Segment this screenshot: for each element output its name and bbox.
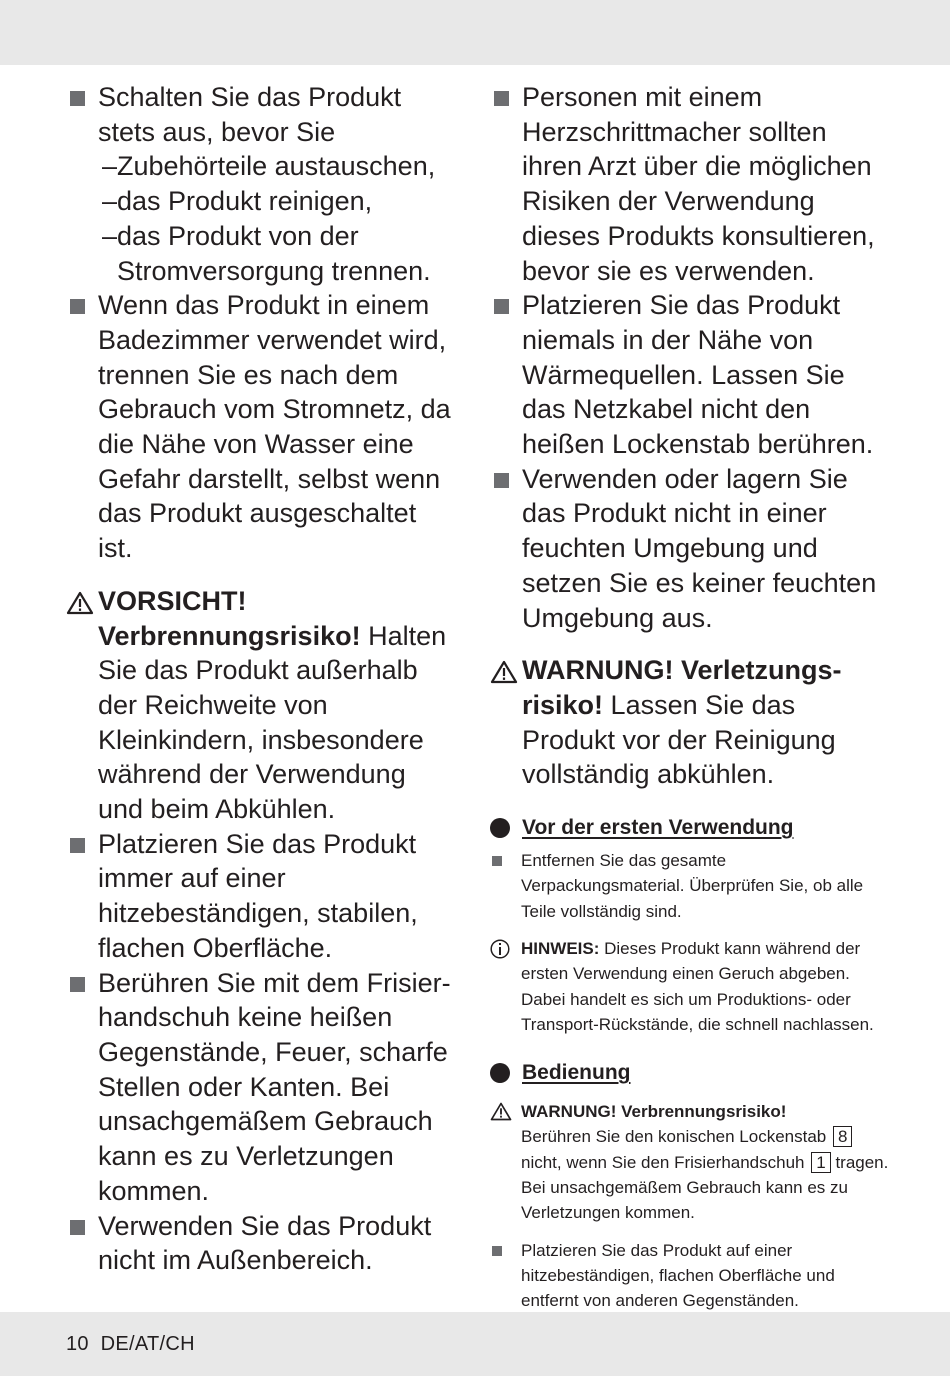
list-item	[66, 288, 458, 566]
item-text: Verwenden Sie das Produkt nicht im Außenbereich.	[98, 1210, 432, 1276]
section-heading: Bedienung	[490, 1059, 890, 1087]
right-column	[490, 80, 890, 1314]
square-bullet-icon	[70, 299, 85, 314]
warning-text: Berühren Sie den konischen Lockenstab	[521, 1127, 827, 1147]
warning-triangle-icon	[66, 591, 94, 615]
item-text: Personen mit einem Herzschrittmacher sollten ihren Arzt über die möglichen Risiken der Verwendung dieses Produkts konsultieren, bevor sie es verwenden.	[522, 82, 875, 286]
locale-label: DE/AT/CH	[100, 1333, 195, 1355]
list-item	[490, 80, 890, 288]
note-block	[490, 936, 890, 1037]
item-text: Wenn das Produkt in einem Badezimmer verwendet wird, trennen Sie es nach dem Gebrauch vom Stromnetz, da die Nähe von Wasser eine Gefahr darstellt, selbst wenn das Produkt ausgeschaltet ist.	[98, 290, 451, 564]
caution-title: VORSICHT! Verbrennungsrisiko!	[98, 585, 361, 651]
warning-block	[490, 1099, 890, 1225]
page-footer	[66, 1331, 195, 1357]
sub-item-continued: Stromversorgung trennen.	[117, 255, 431, 286]
item-text: Platzieren Sie das Produkt immer auf einer hitzebeständigen, stabilen, flachen Oberfläche.	[98, 828, 418, 963]
item-text: Entfernen Sie das gesamte Verpackungsmaterial. Überprüfen Sie, ob alle Teile vollständig sind.	[521, 851, 864, 921]
info-icon	[490, 939, 510, 959]
warning-title: WARNUNG! Verbrennungsrisiko!	[521, 1102, 787, 1122]
item-text: Platzieren Sie das Produkt niemals in der Nähe von Wärmequellen. Lassen Sie das Netzkabel nicht den heißen Lockenstab berühren.	[522, 290, 874, 460]
warning-triangle-icon	[490, 1102, 512, 1121]
square-bullet-icon	[70, 838, 85, 853]
list-item	[490, 848, 890, 924]
caution-text: Halten Sie das Produkt außerhalb der Reichweite von Kleinkindern, insbesondere während der Verwendung und beim Abkühlen.	[98, 620, 447, 825]
square-bullet-icon	[494, 473, 509, 488]
square-bullet-icon	[494, 299, 509, 314]
warning-text: nicht, wenn Sie den Frisierhandschuh	[521, 1152, 805, 1172]
list-item	[490, 288, 890, 462]
part-number-badge: 8	[833, 1126, 852, 1147]
note-text: Dieses Produkt kann während der ersten Verwendung einen Geruch abgeben. Dabei handelt es sich um Produktions- oder Transport-Rückstände, die schnell nachlassen.	[521, 938, 874, 1034]
page-number: 10	[66, 1333, 89, 1355]
bullet-dot-icon	[490, 818, 510, 838]
list-item	[66, 80, 458, 288]
item-text: Verwenden oder lagern Sie das Produkt nicht in einer feuchten Umgebung und setzen Sie es keiner feuchten Umgebung aus.	[522, 463, 877, 633]
list-item	[66, 966, 458, 1209]
list-item	[66, 1209, 458, 1278]
bullet-dot-icon	[490, 1063, 510, 1083]
item-text: Schalten Sie das Produkt stets aus, bevor Sie	[98, 82, 402, 147]
item-text: Berühren Sie mit dem Frisier-handschuh keine heißen Gegenstände, Feuer, scharfe Stellen oder Kanten. Bei unsachgemäßem Gebrauch kann es zu Verletzungen kommen.	[98, 967, 451, 1206]
item-text: Platzieren Sie das Produkt auf einer hitzebeständigen, flachen Oberfläche und entfernt von anderen Gegenständen.	[521, 1240, 835, 1311]
top-band	[0, 0, 950, 65]
square-bullet-icon	[492, 1246, 502, 1256]
list-item	[490, 1238, 890, 1314]
warning-text: Lassen Sie das Produkt vor der Reinigung vollständig abkühlen.	[522, 689, 836, 790]
part-number-badge: 1	[811, 1152, 830, 1173]
sub-item: –das Produkt reinigen,	[102, 186, 373, 217]
list-item	[490, 462, 890, 636]
list-item	[66, 827, 458, 966]
warning-title: WARNUNG! Verletzungs-risiko!	[522, 655, 842, 720]
note-label: HINWEIS:	[521, 938, 600, 958]
section-heading: Vor der ersten Verwendung	[490, 814, 890, 842]
left-column	[66, 80, 458, 1278]
square-bullet-icon	[70, 91, 85, 106]
warning-triangle-icon	[490, 660, 518, 684]
sub-item: –das Produkt von der	[102, 220, 359, 251]
square-bullet-icon	[492, 856, 502, 866]
square-bullet-icon	[70, 1220, 85, 1235]
warning-block	[490, 653, 890, 792]
warning-text: tragen. Bei unsachgemäßem Gebrauch kann es zu Verletzungen kommen.	[521, 1152, 889, 1223]
square-bullet-icon	[494, 91, 509, 106]
sub-item: –Zubehörteile austauschen,	[102, 151, 436, 182]
caution-block	[66, 584, 458, 827]
square-bullet-icon	[70, 977, 85, 992]
